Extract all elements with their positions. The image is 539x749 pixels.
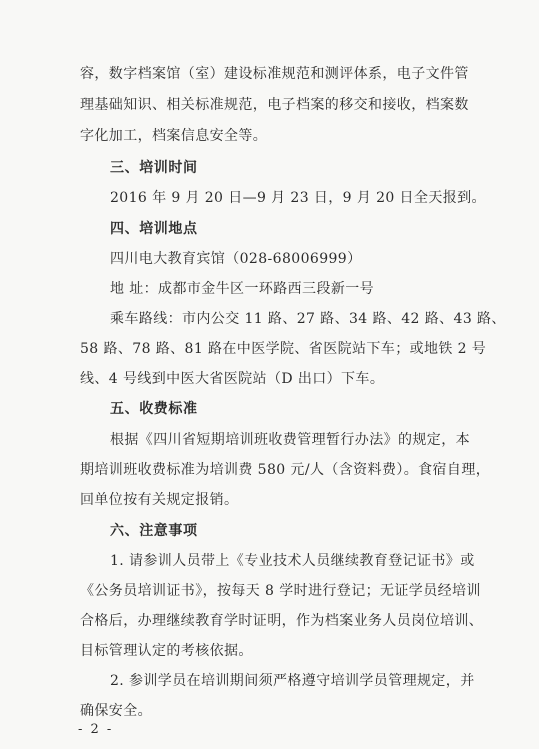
intro-line: 理基础知识、相关标准规范，电子档案的移交和接收，档案数 <box>80 97 469 113</box>
fee-line: 根据《四川省短期培训班收费管理暂行办法》的规定，本 <box>110 432 470 448</box>
notes-item2-line: 2. 参训学员在培训期间须严格遵守培训学员管理规定，并 <box>110 673 475 689</box>
section-heading-training-time: 三、培训时间 <box>110 160 198 176</box>
route-line: 乘车路线：市内公交 11 路、27 路、34 路、42 路、43 路、 <box>110 311 506 327</box>
address-text: 地 址：成都市金牛区一环路西三段新一号 <box>110 281 375 297</box>
route-line: 58 路、78 路、81 路在中医学院、省医院站下车；或地铁 2 号 <box>80 341 487 357</box>
notes-item1-line: 《公务员培训证书》，按每天 8 学时进行登记；无证学员经培训 <box>80 583 481 599</box>
section-heading-fee-standard: 五、收费标准 <box>110 401 198 417</box>
notes-item1-line: 目标管理认定的考核依据。 <box>80 643 253 659</box>
notes-item2-line: 确保安全。 <box>80 703 152 719</box>
fee-line: 回单位按有关规定报销。 <box>80 492 239 508</box>
section-heading-training-location: 四、培训地点 <box>110 221 198 237</box>
intro-line: 字化加工，档案信息安全等。 <box>80 128 268 144</box>
notes-item1-line: 1. 请参训人员带上《专业技术人员继续教育登记证书》或 <box>110 553 475 569</box>
venue-text: 四川电大教育宾馆（028-68006999） <box>110 251 362 267</box>
notes-item1-line: 合格后，办理继续教育学时证明，作为档案业务人员岗位培训、 <box>80 613 484 629</box>
fee-line: 期培训班收费标准为培训费 580 元/人（含资料费）。食宿自理， <box>80 462 491 478</box>
section-heading-notes: 六、注意事项 <box>110 523 198 539</box>
page-number: - 2 - <box>78 722 114 737</box>
training-time-text: 2016 年 9 月 20 日—9 月 23 日，9 月 20 日全天报到。 <box>110 190 486 206</box>
intro-line: 容，数字档案馆（室）建设标准规范和测评体系，电子文件管 <box>80 66 469 82</box>
route-line: 线、4 号线到中医大省医院站（D 出口）下车。 <box>80 371 385 387</box>
